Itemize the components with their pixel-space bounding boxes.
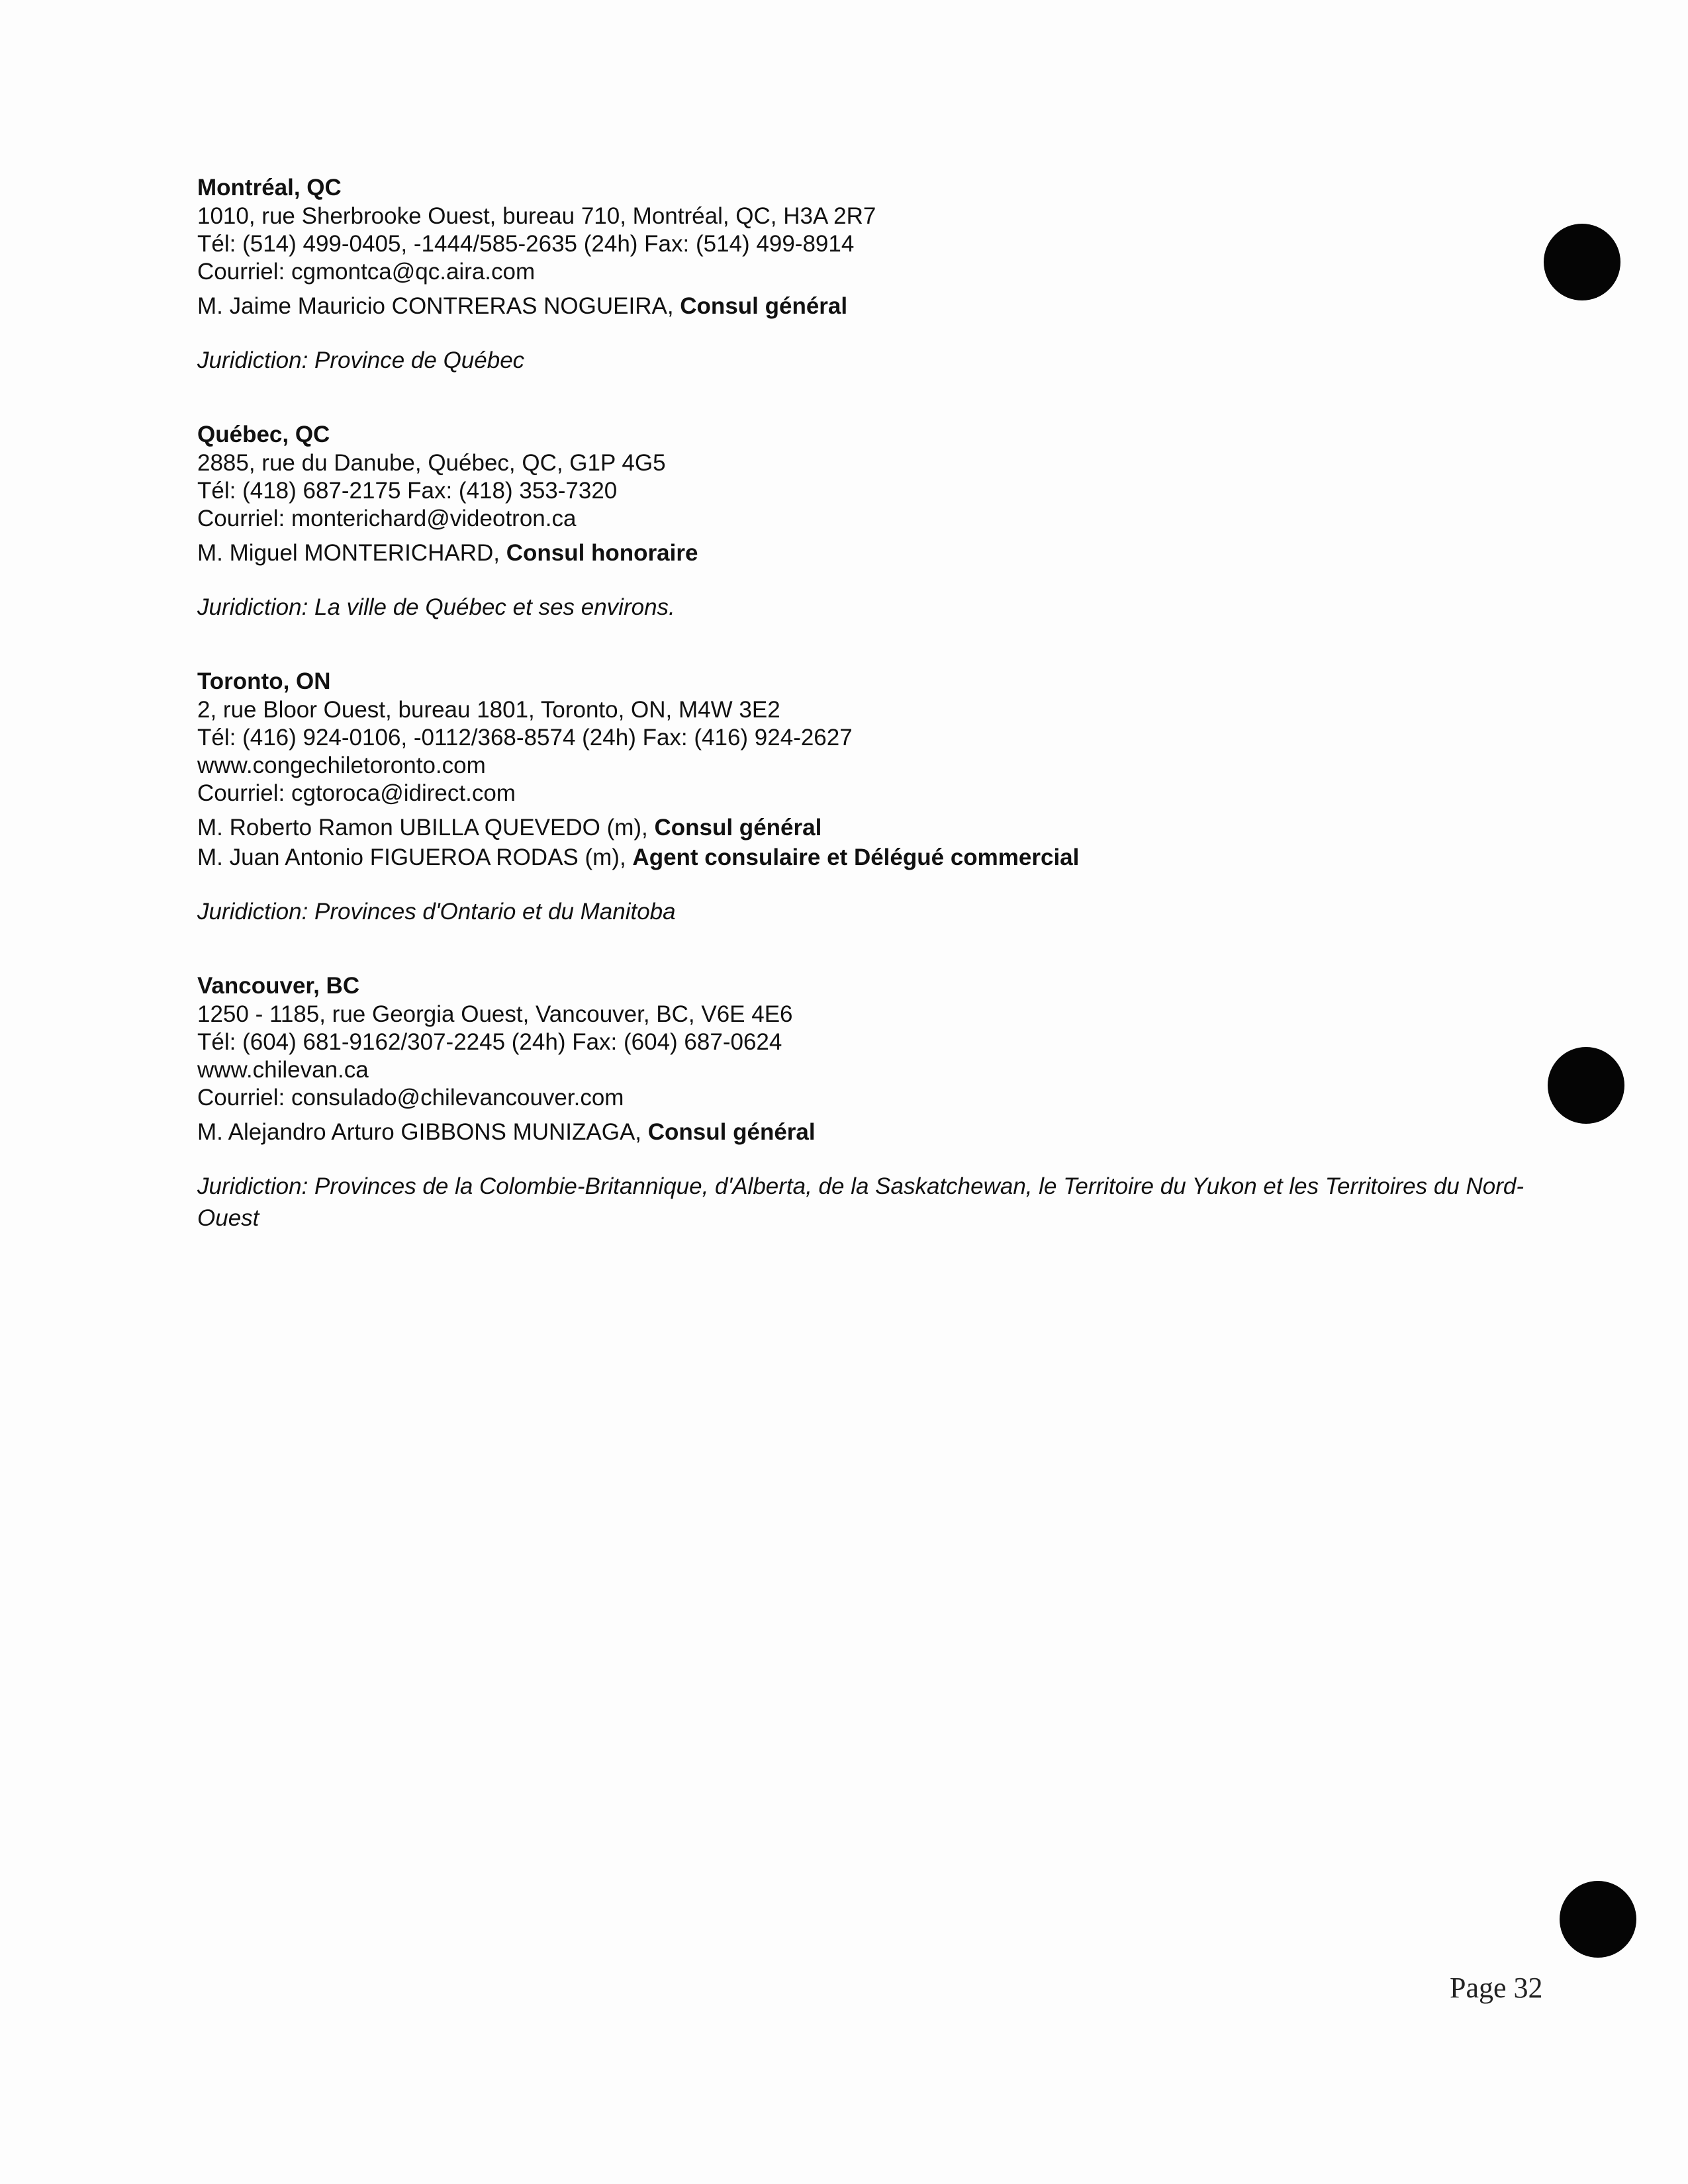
city-heading: Toronto, ON (197, 668, 331, 694)
official-title: Consul général (680, 293, 848, 319)
official-name: M. Jaime Mauricio CONTRERAS NOGUEIRA, (197, 293, 680, 319)
city-heading: Montréal, QC (197, 175, 342, 201)
official-title: Agent consulaire et Délégué commercial (632, 844, 1080, 870)
address-line: 1010, rue Sherbrooke Ouest, bureau 710, Montréal, QC, H3A 2R7 (197, 203, 876, 229)
email-line: Courriel: monterichard@videotron.ca (197, 506, 577, 531)
officials-list (197, 813, 1528, 872)
binder-hole-bottom (1560, 1881, 1636, 1958)
phone-fax-line: Tél: (418) 687-2175 Fax: (418) 353-7320 (197, 478, 618, 504)
official-entry (197, 813, 1528, 842)
officials-list (197, 291, 1528, 321)
official-title: Consul honoraire (506, 540, 698, 566)
phone-fax-line: Tél: (604) 681-9162/307-2245 (24h) Fax: (604) 687-0624 (197, 1029, 782, 1055)
consulate-entry-vancouver (197, 972, 1528, 1234)
consulate-list (197, 173, 1528, 1278)
jurisdiction-note: Juridiction: Provinces d'Ontario et du Manitoba (197, 899, 676, 925)
jurisdiction-note: Juridiction: Province de Québec (197, 347, 525, 373)
binder-hole-middle (1548, 1047, 1624, 1124)
official-entry (197, 538, 1528, 568)
city-heading: Vancouver, BC (197, 973, 360, 999)
email-line: Courriel: cgmontca@qc.aira.com (197, 259, 536, 285)
official-title: Consul général (654, 815, 822, 841)
consulate-entry-montreal (197, 173, 1528, 377)
official-name: M. Alejandro Arturo GIBBONS MUNIZAGA, (197, 1119, 648, 1145)
website-line: www.congechiletoronto.com (197, 752, 486, 778)
officials-list (197, 1117, 1528, 1147)
email-line: Courriel: cgtoroca@idirect.com (197, 780, 516, 806)
binder-hole-top (1544, 224, 1620, 300)
jurisdiction-note: Juridiction: La ville de Québec et ses environs. (197, 594, 675, 620)
email-line: Courriel: consulado@chilevancouver.com (197, 1085, 624, 1111)
address-line: 2, rue Bloor Ouest, bureau 1801, Toronto, ON, M4W 3E2 (197, 697, 780, 723)
official-name: M. Miguel MONTERICHARD, (197, 540, 506, 566)
page-number: Page 32 (1450, 1972, 1543, 2004)
consulate-entry-toronto (197, 667, 1528, 928)
officials-list (197, 538, 1528, 568)
address-line: 1250 - 1185, rue Georgia Ouest, Vancouver, BC, V6E 4E6 (197, 1001, 793, 1027)
official-entry (197, 1117, 1528, 1147)
official-entry (197, 291, 1528, 321)
official-title: Consul général (647, 1119, 816, 1145)
address-line: 2885, rue du Danube, Québec, QC, G1P 4G5 (197, 450, 666, 476)
official-name: M. Roberto Ramon UBILLA QUEVEDO (m), (197, 815, 655, 841)
official-name: M. Juan Antonio FIGUEROA RODAS (m), (197, 844, 633, 870)
city-heading: Québec, QC (197, 422, 330, 447)
website-line: www.chilevan.ca (197, 1057, 369, 1083)
phone-fax-line: Tél: (416) 924-0106, -0112/368-8574 (24h) Fax: (416) 924-2627 (197, 725, 853, 751)
jurisdiction-note: Juridiction: Provinces de la Colombie-Britannique, d'Alberta, de la Saskatchewan, le Territoire du Yukon et les Territoires du Nord-Ouest (197, 1173, 1524, 1231)
official-entry (197, 842, 1528, 872)
consulate-entry-quebec (197, 420, 1528, 623)
phone-fax-line: Tél: (514) 499-0405, -1444/585-2635 (24h) Fax: (514) 499-8914 (197, 231, 855, 257)
